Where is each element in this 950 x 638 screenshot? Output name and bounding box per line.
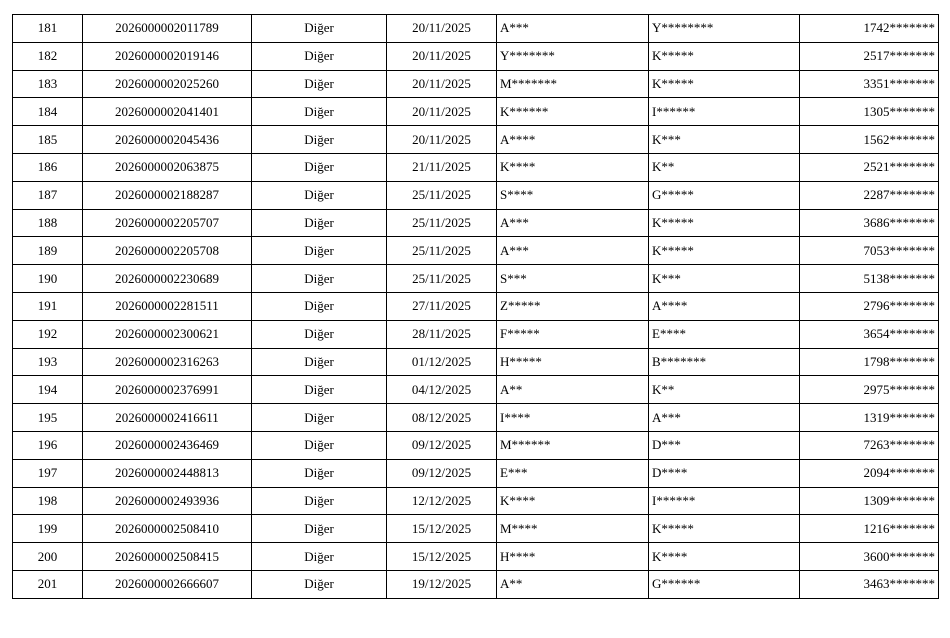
masked-first-name-cell: A** bbox=[497, 376, 649, 404]
reference-number-cell: 2026000002230689 bbox=[83, 265, 252, 293]
reference-number-cell: 2026000002205708 bbox=[83, 237, 252, 265]
masked-last-name-cell: I****** bbox=[649, 98, 800, 126]
row-number-cell: 198 bbox=[13, 487, 83, 515]
date-cell: 27/11/2025 bbox=[387, 292, 497, 320]
masked-first-name-cell: A**** bbox=[497, 126, 649, 154]
table-row bbox=[13, 265, 939, 293]
date-cell: 20/11/2025 bbox=[387, 42, 497, 70]
masked-first-name-cell: A*** bbox=[497, 15, 649, 43]
reference-number-cell: 2026000002416611 bbox=[83, 404, 252, 432]
table-row bbox=[13, 376, 939, 404]
masked-id-number-cell: 3686******* bbox=[800, 209, 939, 237]
record-type-cell: Diğer bbox=[252, 292, 387, 320]
row-number-cell: 181 bbox=[13, 15, 83, 43]
masked-id-number-cell: 3351******* bbox=[800, 70, 939, 98]
masked-last-name-cell: D**** bbox=[649, 459, 800, 487]
reference-number-cell: 2026000002666607 bbox=[83, 570, 252, 598]
table-row bbox=[13, 515, 939, 543]
row-number-cell: 185 bbox=[13, 126, 83, 154]
table-row bbox=[13, 153, 939, 181]
masked-last-name-cell: K***** bbox=[649, 237, 800, 265]
records-table bbox=[12, 14, 939, 599]
date-cell: 04/12/2025 bbox=[387, 376, 497, 404]
reference-number-cell: 2026000002508410 bbox=[83, 515, 252, 543]
reference-number-cell: 2026000002300621 bbox=[83, 320, 252, 348]
record-type-cell: Diğer bbox=[252, 570, 387, 598]
reference-number-cell: 2026000002376991 bbox=[83, 376, 252, 404]
reference-number-cell: 2026000002025260 bbox=[83, 70, 252, 98]
masked-first-name-cell: M****** bbox=[497, 431, 649, 459]
masked-last-name-cell: K***** bbox=[649, 209, 800, 237]
masked-id-number-cell: 1562******* bbox=[800, 126, 939, 154]
reference-number-cell: 2026000002316263 bbox=[83, 348, 252, 376]
masked-id-number-cell: 1319******* bbox=[800, 404, 939, 432]
masked-last-name-cell: K***** bbox=[649, 70, 800, 98]
masked-id-number-cell: 1309******* bbox=[800, 487, 939, 515]
record-type-cell: Diğer bbox=[252, 515, 387, 543]
record-type-cell: Diğer bbox=[252, 181, 387, 209]
table-row bbox=[13, 320, 939, 348]
masked-last-name-cell: A**** bbox=[649, 292, 800, 320]
masked-first-name-cell: A*** bbox=[497, 237, 649, 265]
reference-number-cell: 2026000002436469 bbox=[83, 431, 252, 459]
masked-first-name-cell: H***** bbox=[497, 348, 649, 376]
masked-last-name-cell: K***** bbox=[649, 42, 800, 70]
row-number-cell: 184 bbox=[13, 98, 83, 126]
masked-id-number-cell: 3654******* bbox=[800, 320, 939, 348]
date-cell: 19/12/2025 bbox=[387, 570, 497, 598]
reference-number-cell: 2026000002205707 bbox=[83, 209, 252, 237]
date-cell: 15/12/2025 bbox=[387, 543, 497, 571]
record-type-cell: Diğer bbox=[252, 42, 387, 70]
date-cell: 21/11/2025 bbox=[387, 153, 497, 181]
record-type-cell: Diğer bbox=[252, 70, 387, 98]
masked-id-number-cell: 2796******* bbox=[800, 292, 939, 320]
record-type-cell: Diğer bbox=[252, 404, 387, 432]
table-row bbox=[13, 459, 939, 487]
masked-first-name-cell: A** bbox=[497, 570, 649, 598]
masked-first-name-cell: Y******* bbox=[497, 42, 649, 70]
masked-first-name-cell: K**** bbox=[497, 153, 649, 181]
row-number-cell: 200 bbox=[13, 543, 83, 571]
date-cell: 20/11/2025 bbox=[387, 126, 497, 154]
records-table-body bbox=[13, 15, 939, 599]
masked-first-name-cell: K**** bbox=[497, 487, 649, 515]
row-number-cell: 194 bbox=[13, 376, 83, 404]
record-type-cell: Diğer bbox=[252, 320, 387, 348]
masked-last-name-cell: Y******** bbox=[649, 15, 800, 43]
masked-id-number-cell: 2517******* bbox=[800, 42, 939, 70]
masked-last-name-cell: K***** bbox=[649, 515, 800, 543]
reference-number-cell: 2026000002188287 bbox=[83, 181, 252, 209]
record-type-cell: Diğer bbox=[252, 348, 387, 376]
table-row bbox=[13, 348, 939, 376]
reference-number-cell: 2026000002493936 bbox=[83, 487, 252, 515]
masked-first-name-cell: S*** bbox=[497, 265, 649, 293]
masked-last-name-cell: D*** bbox=[649, 431, 800, 459]
row-number-cell: 197 bbox=[13, 459, 83, 487]
row-number-cell: 186 bbox=[13, 153, 83, 181]
row-number-cell: 199 bbox=[13, 515, 83, 543]
row-number-cell: 193 bbox=[13, 348, 83, 376]
row-number-cell: 191 bbox=[13, 292, 83, 320]
reference-number-cell: 2026000002041401 bbox=[83, 98, 252, 126]
masked-id-number-cell: 5138******* bbox=[800, 265, 939, 293]
row-number-cell: 192 bbox=[13, 320, 83, 348]
row-number-cell: 190 bbox=[13, 265, 83, 293]
table-row bbox=[13, 181, 939, 209]
record-type-cell: Diğer bbox=[252, 153, 387, 181]
masked-id-number-cell: 7263******* bbox=[800, 431, 939, 459]
masked-last-name-cell: K** bbox=[649, 376, 800, 404]
record-type-cell: Diğer bbox=[252, 126, 387, 154]
masked-id-number-cell: 7053******* bbox=[800, 237, 939, 265]
masked-id-number-cell: 2094******* bbox=[800, 459, 939, 487]
table-row bbox=[13, 404, 939, 432]
masked-first-name-cell: K****** bbox=[497, 98, 649, 126]
row-number-cell: 188 bbox=[13, 209, 83, 237]
date-cell: 20/11/2025 bbox=[387, 98, 497, 126]
date-cell: 09/12/2025 bbox=[387, 459, 497, 487]
table-row bbox=[13, 209, 939, 237]
row-number-cell: 189 bbox=[13, 237, 83, 265]
masked-first-name-cell: I**** bbox=[497, 404, 649, 432]
masked-last-name-cell: K*** bbox=[649, 265, 800, 293]
record-type-cell: Diğer bbox=[252, 543, 387, 571]
date-cell: 15/12/2025 bbox=[387, 515, 497, 543]
masked-last-name-cell: K*** bbox=[649, 126, 800, 154]
table-row bbox=[13, 237, 939, 265]
record-type-cell: Diğer bbox=[252, 459, 387, 487]
masked-id-number-cell: 3463******* bbox=[800, 570, 939, 598]
date-cell: 08/12/2025 bbox=[387, 404, 497, 432]
masked-last-name-cell: I****** bbox=[649, 487, 800, 515]
table-row bbox=[13, 292, 939, 320]
masked-last-name-cell: E**** bbox=[649, 320, 800, 348]
masked-first-name-cell: Z***** bbox=[497, 292, 649, 320]
date-cell: 20/11/2025 bbox=[387, 15, 497, 43]
masked-last-name-cell: G****** bbox=[649, 570, 800, 598]
record-type-cell: Diğer bbox=[252, 209, 387, 237]
date-cell: 25/11/2025 bbox=[387, 265, 497, 293]
table-row bbox=[13, 570, 939, 598]
masked-first-name-cell: M**** bbox=[497, 515, 649, 543]
masked-id-number-cell: 2975******* bbox=[800, 376, 939, 404]
table-row bbox=[13, 126, 939, 154]
record-type-cell: Diğer bbox=[252, 15, 387, 43]
masked-id-number-cell: 3600******* bbox=[800, 543, 939, 571]
masked-last-name-cell: A*** bbox=[649, 404, 800, 432]
reference-number-cell: 2026000002448813 bbox=[83, 459, 252, 487]
date-cell: 12/12/2025 bbox=[387, 487, 497, 515]
masked-id-number-cell: 1742******* bbox=[800, 15, 939, 43]
record-type-cell: Diğer bbox=[252, 237, 387, 265]
masked-last-name-cell: B******* bbox=[649, 348, 800, 376]
reference-number-cell: 2026000002508415 bbox=[83, 543, 252, 571]
reference-number-cell: 2026000002011789 bbox=[83, 15, 252, 43]
table-row bbox=[13, 431, 939, 459]
date-cell: 01/12/2025 bbox=[387, 348, 497, 376]
masked-first-name-cell: H**** bbox=[497, 543, 649, 571]
date-cell: 25/11/2025 bbox=[387, 209, 497, 237]
row-number-cell: 187 bbox=[13, 181, 83, 209]
reference-number-cell: 2026000002045436 bbox=[83, 126, 252, 154]
row-number-cell: 201 bbox=[13, 570, 83, 598]
record-type-cell: Diğer bbox=[252, 98, 387, 126]
date-cell: 28/11/2025 bbox=[387, 320, 497, 348]
date-cell: 25/11/2025 bbox=[387, 237, 497, 265]
masked-first-name-cell: M******* bbox=[497, 70, 649, 98]
masked-id-number-cell: 1216******* bbox=[800, 515, 939, 543]
date-cell: 20/11/2025 bbox=[387, 70, 497, 98]
masked-first-name-cell: S**** bbox=[497, 181, 649, 209]
masked-id-number-cell: 1798******* bbox=[800, 348, 939, 376]
masked-first-name-cell: A*** bbox=[497, 209, 649, 237]
row-number-cell: 196 bbox=[13, 431, 83, 459]
row-number-cell: 183 bbox=[13, 70, 83, 98]
masked-id-number-cell: 1305******* bbox=[800, 98, 939, 126]
row-number-cell: 195 bbox=[13, 404, 83, 432]
row-number-cell: 182 bbox=[13, 42, 83, 70]
record-type-cell: Diğer bbox=[252, 487, 387, 515]
table-row bbox=[13, 543, 939, 571]
masked-last-name-cell: K**** bbox=[649, 543, 800, 571]
date-cell: 09/12/2025 bbox=[387, 431, 497, 459]
record-type-cell: Diğer bbox=[252, 265, 387, 293]
table-row bbox=[13, 70, 939, 98]
masked-last-name-cell: G***** bbox=[649, 181, 800, 209]
masked-id-number-cell: 2287******* bbox=[800, 181, 939, 209]
table-row bbox=[13, 15, 939, 43]
record-type-cell: Diğer bbox=[252, 431, 387, 459]
table-row bbox=[13, 98, 939, 126]
reference-number-cell: 2026000002063875 bbox=[83, 153, 252, 181]
table-row bbox=[13, 42, 939, 70]
table-row bbox=[13, 487, 939, 515]
masked-first-name-cell: E*** bbox=[497, 459, 649, 487]
reference-number-cell: 2026000002281511 bbox=[83, 292, 252, 320]
masked-first-name-cell: F***** bbox=[497, 320, 649, 348]
reference-number-cell: 2026000002019146 bbox=[83, 42, 252, 70]
date-cell: 25/11/2025 bbox=[387, 181, 497, 209]
masked-id-number-cell: 2521******* bbox=[800, 153, 939, 181]
record-type-cell: Diğer bbox=[252, 376, 387, 404]
masked-last-name-cell: K** bbox=[649, 153, 800, 181]
